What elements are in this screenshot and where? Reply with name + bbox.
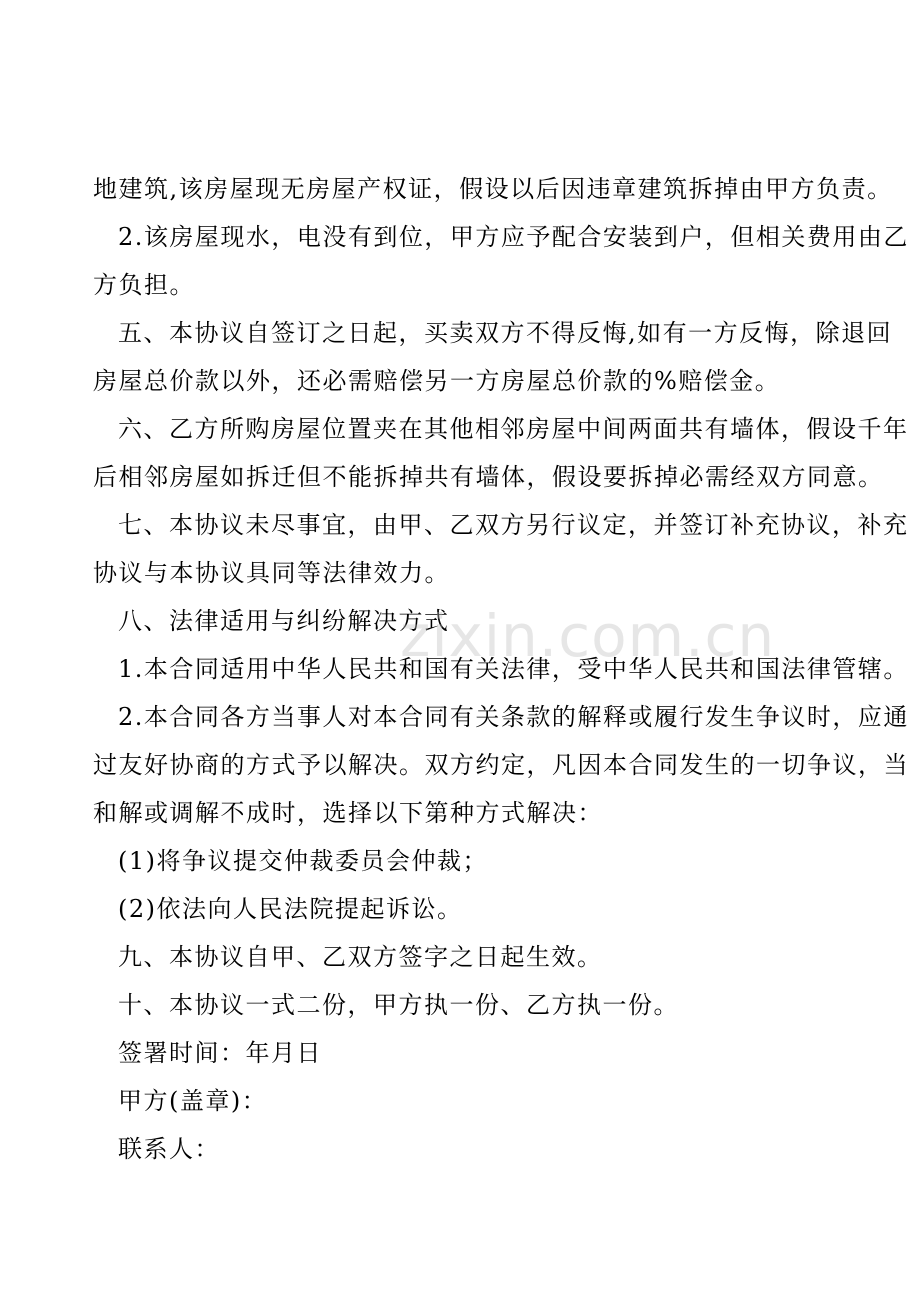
clause-eight-item-2: 2.本合同各方当事人对本合同有关条款的解释或履行发生争议时，应通: [118, 703, 909, 731]
dispute-option-2: (2)依法向人民法院提起诉讼。: [118, 895, 463, 923]
contact-person: 联系人：: [118, 1135, 220, 1163]
clause-ten: 十、本协议一式二份，甲方执一份、乙方执一份。: [118, 991, 679, 1019]
text-line: 后相邻房屋如拆迁但不能拆掉共有墙体，假设要拆掉必需经双方同意。: [93, 463, 884, 491]
clause-nine: 九、本协议自甲、乙双方签字之日起生效。: [118, 943, 603, 971]
signing-date: 签署时间：年月日: [118, 1039, 322, 1067]
watermark: zixin.com.cn: [400, 602, 776, 670]
text-line: 地建筑,该房屋现无房屋产权证，假设以后因违章建筑拆掉由甲方负责。: [93, 175, 893, 203]
clause-five: 五、本协议自签订之日起，买卖双方不得反悔,如有一方反悔，除退回: [118, 319, 893, 347]
text-line: 过友好协商的方式予以解决。双方约定，凡因本合同发生的一切争议，当: [93, 751, 909, 779]
party-a-seal: 甲方(盖章)：: [118, 1087, 268, 1115]
text-line: 协议与本协议具同等法律效力。: [93, 559, 450, 587]
text-line: 和解或调解不成时，选择以下第种方式解决：: [93, 799, 603, 827]
text-line: 方负担。: [93, 271, 195, 299]
clause-eight-item-1: 1.本合同适用中华人民共和国有关法律，受中华人民共和国法律管辖。: [118, 655, 909, 683]
clause-seven: 七、本协议未尽事宜，由甲、乙双方另行议定，并签订补充协议，补充: [118, 511, 909, 539]
clause-eight-heading: 八、法律适用与纠纷解决方式: [118, 607, 450, 635]
text-line: 房屋总价款以外，还必需赔偿另一方房屋总价款的%赔偿金。: [93, 367, 781, 395]
clause-six: 六、乙方所购房屋位置夹在其他相邻房屋中间两面共有墙体，假设千年: [118, 415, 909, 443]
dispute-option-1: (1)将争议提交仲裁委员会仲裁；: [118, 847, 488, 875]
contract-text: [93, 165, 909, 1173]
clause-water-electricity: 2.该房屋现水，电没有到位，甲方应予配合安装到户，但相关费用由乙: [118, 223, 909, 251]
